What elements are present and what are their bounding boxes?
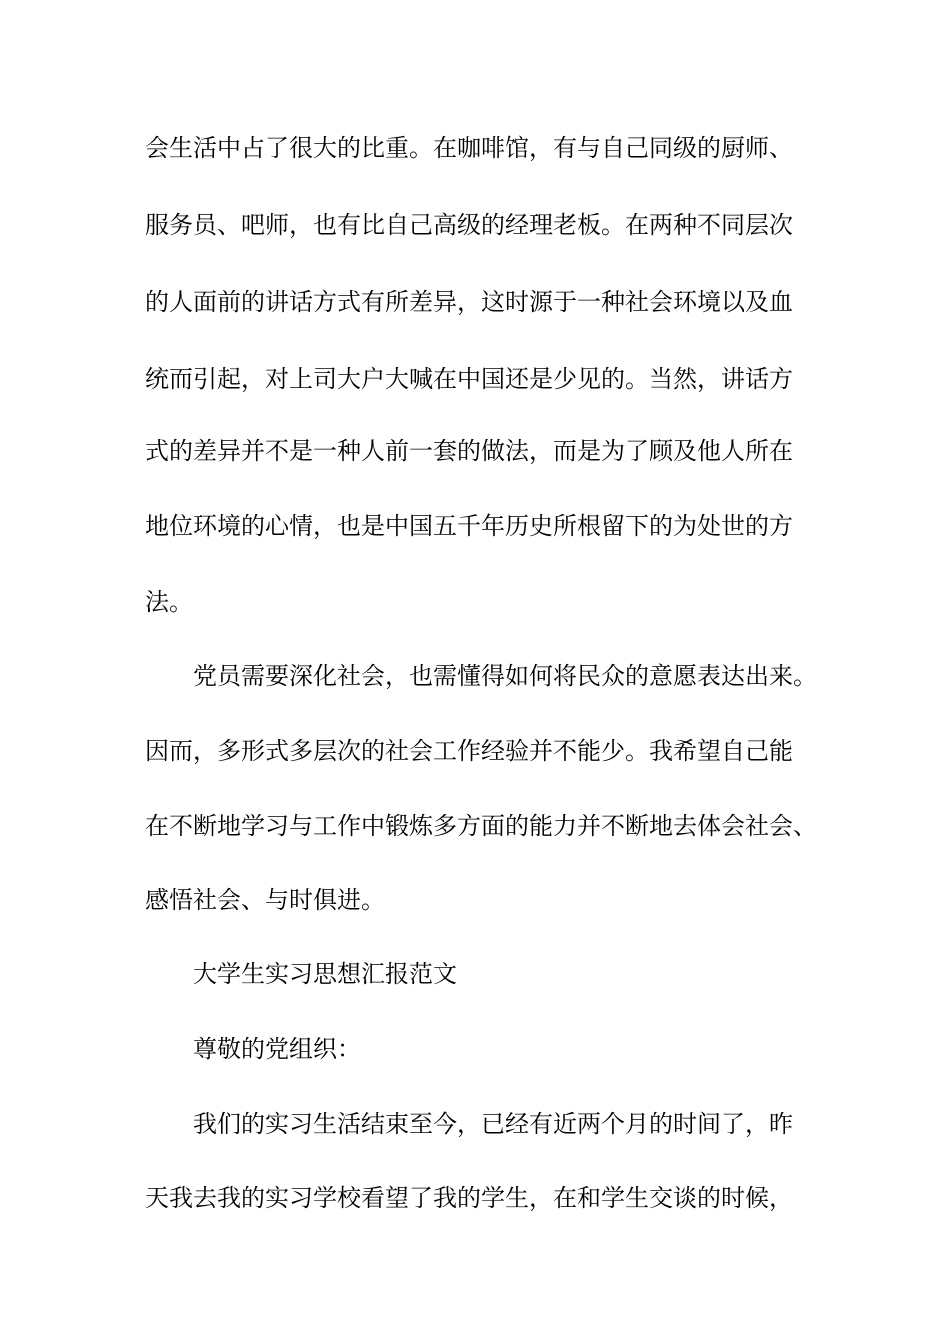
- text-line: 法。: [145, 588, 193, 616]
- paragraph-first-line: 我们的实习生活结束至今，已经有近两个月的时间了，昨: [193, 1110, 793, 1138]
- text-line: 感悟社会、与时俱进。: [145, 886, 385, 914]
- section-title: 大学生实习思想汇报范文: [193, 960, 457, 988]
- text-line: 天我去我的实习学校看望了我的学生，在和学生交谈的时候，: [145, 1184, 793, 1212]
- text-line: 服务员、吧师，也有比自己高级的经理老板。在两种不同层次: [145, 211, 793, 239]
- text-line: 统而引起，对上司大户大喊在中国还是少见的。当然，讲话方: [145, 365, 793, 393]
- text-line: 地位环境的心情，也是中国五千年历史所根留下的为处世的方: [145, 512, 793, 540]
- text-line: 式的差异并不是一种人前一套的做法，而是为了顾及他人所在: [145, 437, 793, 465]
- salutation: 尊敬的党组织：: [193, 1035, 361, 1063]
- paragraph-first-line: 党员需要深化社会，也需懂得如何将民众的意愿表达出来。: [193, 662, 817, 690]
- text-line: 的人面前的讲话方式有所差异，这时源于一种社会环境以及血: [145, 288, 793, 316]
- text-line: 因而，多形式多层次的社会工作经验并不能少。我希望自己能: [145, 737, 793, 765]
- text-line: 会生活中占了很大的比重。在咖啡馆，有与自己同级的厨师、: [145, 134, 793, 162]
- text-line: 在不断地学习与工作中锻炼多方面的能力并不断地去体会社会、: [145, 812, 817, 840]
